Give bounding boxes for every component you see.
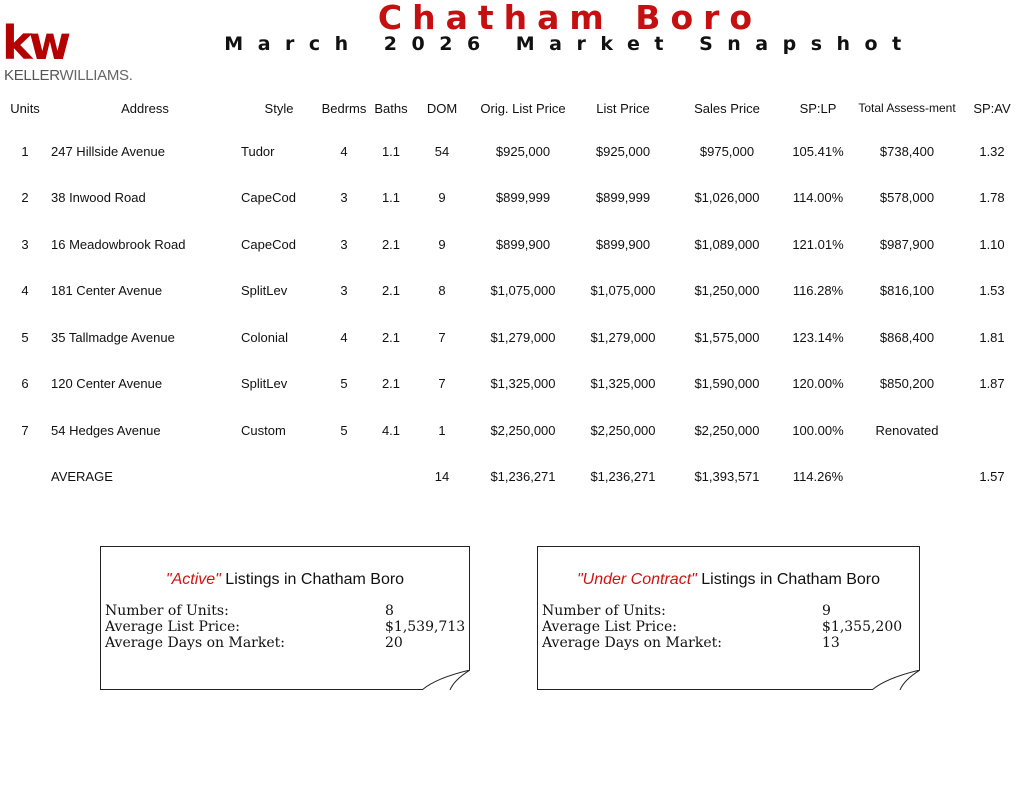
stat-label: Number of Units: bbox=[542, 603, 666, 619]
keller-williams-logo bbox=[2, 16, 152, 90]
cell-total-assessment: $578,000 bbox=[879, 190, 935, 206]
column-header-list-price: List Price bbox=[596, 100, 650, 116]
active-title-text: Listings in Chatham Boro bbox=[220, 571, 405, 588]
cell-sp-lp: 120.00% bbox=[792, 376, 844, 392]
cell-style: Colonial bbox=[241, 329, 288, 345]
cell-sales-price: $1,393,571 bbox=[694, 469, 760, 485]
column-header-baths: Baths bbox=[374, 100, 408, 116]
stat-row bbox=[105, 603, 465, 619]
cell-orig-list-price: $1,236,271 bbox=[490, 469, 556, 485]
cell-dom: 8 bbox=[438, 283, 446, 299]
cell-sp-lp: 114.26% bbox=[792, 469, 844, 485]
stat-label: Average Days on Market: bbox=[542, 635, 722, 651]
under-contract-title-text: Listings in Chatham Boro bbox=[696, 571, 881, 588]
page-curl-icon bbox=[872, 670, 920, 690]
cell-sales-price: $1,089,000 bbox=[694, 236, 760, 252]
cell-style: CapeCod bbox=[241, 190, 296, 206]
cell-bedrooms: 3 bbox=[340, 236, 348, 252]
cell-units bbox=[0, 454, 50, 501]
cell-dom: 54 bbox=[434, 143, 450, 159]
column-header-address: Address bbox=[121, 100, 169, 116]
cell-bedrooms: 4 bbox=[340, 143, 348, 159]
active-stats bbox=[105, 603, 465, 651]
cell-baths: 2.1 bbox=[381, 236, 401, 252]
cell-address: 35 Tallmadge Avenue bbox=[51, 329, 175, 345]
cell-sp-av: 1.87 bbox=[979, 376, 1005, 392]
column-header-bedrooms: Bedrms bbox=[321, 100, 367, 116]
cell-total-assessment: $816,100 bbox=[879, 283, 935, 299]
cell-sales-price: $2,250,000 bbox=[694, 422, 760, 438]
cell-address: 16 Meadowbrook Road bbox=[51, 236, 186, 252]
stat-value: 8 bbox=[385, 603, 394, 619]
cell-sp-lp: 116.28% bbox=[792, 283, 844, 299]
cell-sp-av: 1.53 bbox=[979, 283, 1005, 299]
cell-baths: 2.1 bbox=[381, 329, 401, 345]
sales-table bbox=[0, 88, 1024, 500]
cell-sp-av: 1.32 bbox=[979, 143, 1005, 159]
under-contract-card bbox=[537, 546, 920, 690]
cell-units: 1 bbox=[21, 143, 29, 159]
cell-sp-lp: 121.01% bbox=[792, 236, 844, 252]
cell-sp-av: 1.57 bbox=[979, 469, 1005, 485]
stat-value: $1,539,713 bbox=[385, 619, 466, 635]
cell-orig-list-price: $899,900 bbox=[495, 236, 551, 252]
cell-sales-price: $975,000 bbox=[699, 143, 755, 159]
cell-dom: 1 bbox=[438, 422, 446, 438]
cell-orig-list-price: $2,250,000 bbox=[490, 422, 556, 438]
under-contract-title-highlight: "Under Contract" bbox=[576, 571, 697, 588]
table-row bbox=[0, 314, 1024, 361]
table-row bbox=[0, 175, 1024, 222]
cell-orig-list-price: $1,279,000 bbox=[490, 329, 556, 345]
column-header-total-assessment: Total Assess-ment bbox=[858, 100, 956, 115]
cell-sales-price: $1,250,000 bbox=[694, 283, 760, 299]
stat-row bbox=[542, 635, 902, 651]
cell-dom: 14 bbox=[434, 469, 450, 485]
cell-address: 181 Center Avenue bbox=[51, 283, 163, 299]
cell-address: 38 Inwood Road bbox=[51, 190, 146, 206]
cell-list-price: $1,325,000 bbox=[590, 376, 656, 392]
cell-units: 3 bbox=[21, 236, 29, 252]
table-row bbox=[0, 128, 1024, 175]
stat-row bbox=[105, 635, 465, 651]
stat-row bbox=[542, 603, 902, 619]
under-contract-stats bbox=[542, 603, 902, 651]
cell-list-price: $1,279,000 bbox=[590, 329, 656, 345]
cell-units: 6 bbox=[21, 376, 29, 392]
wordmark-light: WILLIAMS. bbox=[59, 67, 133, 84]
column-header-style: Style bbox=[264, 100, 294, 116]
cell-list-price: $1,236,271 bbox=[590, 469, 656, 485]
under-contract-card-title bbox=[538, 571, 919, 589]
cell-orig-list-price: $1,075,000 bbox=[490, 283, 556, 299]
cell-sales-price: $1,026,000 bbox=[694, 190, 760, 206]
table-row bbox=[0, 221, 1024, 268]
cell-total-assessment: $868,400 bbox=[879, 329, 935, 345]
cell-style: Custom bbox=[241, 422, 286, 438]
stat-row bbox=[542, 619, 902, 635]
cell-baths: 1.1 bbox=[381, 190, 401, 206]
column-header-sales-price: Sales Price bbox=[694, 100, 760, 116]
column-header-units: Units bbox=[10, 100, 40, 116]
cell-dom: 9 bbox=[438, 236, 446, 252]
cell-sp-av bbox=[960, 407, 1024, 454]
cell-bedrooms: 3 bbox=[340, 283, 348, 299]
cell-baths: 2.1 bbox=[381, 376, 401, 392]
cell-bedrooms bbox=[318, 454, 370, 501]
cell-dom: 7 bbox=[438, 376, 446, 392]
cell-sp-lp: 105.41% bbox=[792, 143, 844, 159]
cell-address: 247 Hillside Avenue bbox=[51, 143, 165, 159]
table-row bbox=[0, 361, 1024, 408]
cell-baths: 2.1 bbox=[381, 283, 401, 299]
cell-total-assessment: $987,900 bbox=[879, 236, 935, 252]
cell-sp-av: 1.78 bbox=[979, 190, 1005, 206]
stat-value: 9 bbox=[822, 603, 831, 619]
cell-units: 5 bbox=[21, 329, 29, 345]
table-body bbox=[0, 128, 1024, 500]
cell-list-price: $925,000 bbox=[595, 143, 651, 159]
cell-sp-lp: 123.14% bbox=[792, 329, 844, 345]
cell-orig-list-price: $925,000 bbox=[495, 143, 551, 159]
cell-total-assessment: $850,200 bbox=[879, 376, 935, 392]
stat-value: 20 bbox=[385, 635, 403, 651]
cell-dom: 7 bbox=[438, 329, 446, 345]
page-title: Chatham Boro bbox=[377, 0, 763, 37]
table-row bbox=[0, 268, 1024, 315]
cell-units: 7 bbox=[21, 422, 29, 438]
page-subtitle: March 2026 Market Snapshot bbox=[224, 33, 916, 55]
stat-label: Average List Price: bbox=[105, 619, 240, 635]
wordmark-bold: KELLER bbox=[4, 67, 60, 84]
cell-sp-av: 1.10 bbox=[979, 236, 1005, 252]
column-header-dom: DOM bbox=[426, 100, 458, 116]
column-header-orig-list-price: Orig. List Price bbox=[480, 100, 566, 116]
column-header-sp-av: SP:AV bbox=[973, 100, 1011, 116]
cell-address: 120 Center Avenue bbox=[51, 376, 163, 392]
stat-value: $1,355,200 bbox=[822, 619, 903, 635]
cell-style: SplitLev bbox=[241, 376, 288, 392]
cell-sp-av: 1.81 bbox=[979, 329, 1005, 345]
cell-list-price: $899,900 bbox=[595, 236, 651, 252]
cell-sp-lp: 100.00% bbox=[792, 422, 844, 438]
cell-sales-price: $1,590,000 bbox=[694, 376, 760, 392]
stat-label: Average List Price: bbox=[542, 619, 677, 635]
cell-dom: 9 bbox=[438, 190, 446, 206]
cell-list-price: $2,250,000 bbox=[590, 422, 656, 438]
cell-orig-list-price: $1,325,000 bbox=[490, 376, 556, 392]
active-title-highlight: "Active" bbox=[165, 571, 221, 588]
cell-units: 2 bbox=[21, 190, 29, 206]
active-listings-card bbox=[100, 546, 470, 690]
cell-address: 54 Hedges Avenue bbox=[51, 422, 161, 438]
cell-baths: 4.1 bbox=[381, 422, 401, 438]
cell-sales-price: $1,575,000 bbox=[694, 329, 760, 345]
cell-bedrooms: 3 bbox=[340, 190, 348, 206]
cell-total-assessment: $738,400 bbox=[879, 143, 935, 159]
stat-label: Number of Units: bbox=[105, 603, 229, 619]
kw-logo-mark: kw bbox=[2, 16, 68, 70]
table-row bbox=[0, 407, 1024, 454]
active-card-title bbox=[101, 571, 469, 589]
cell-total-assessment bbox=[854, 454, 960, 501]
stat-label: Average Days on Market: bbox=[105, 635, 285, 651]
cell-list-price: $899,999 bbox=[595, 190, 651, 206]
cell-bedrooms: 5 bbox=[340, 422, 348, 438]
cell-sp-lp: 114.00% bbox=[792, 190, 844, 206]
kw-wordmark bbox=[4, 67, 133, 84]
cell-units: 4 bbox=[21, 283, 29, 299]
cell-style: CapeCod bbox=[241, 236, 296, 252]
cell-list-price: $1,075,000 bbox=[590, 283, 656, 299]
page-curl-icon bbox=[422, 670, 470, 690]
stat-value: 13 bbox=[822, 635, 840, 651]
cell-style: Tudor bbox=[241, 143, 275, 159]
cell-baths bbox=[370, 454, 412, 501]
cell-address: AVERAGE bbox=[51, 469, 113, 485]
cell-style: SplitLev bbox=[241, 283, 288, 299]
column-header-sp-lp: SP:LP bbox=[799, 100, 837, 116]
cell-bedrooms: 4 bbox=[340, 329, 348, 345]
cell-total-assessment: Renovated bbox=[875, 422, 939, 438]
stat-row bbox=[105, 619, 465, 635]
average-row bbox=[0, 454, 1024, 501]
cell-baths: 1.1 bbox=[381, 143, 401, 159]
table-header-row bbox=[0, 88, 1024, 128]
cell-style bbox=[240, 454, 318, 501]
cell-orig-list-price: $899,999 bbox=[495, 190, 551, 206]
cell-bedrooms: 5 bbox=[340, 376, 348, 392]
